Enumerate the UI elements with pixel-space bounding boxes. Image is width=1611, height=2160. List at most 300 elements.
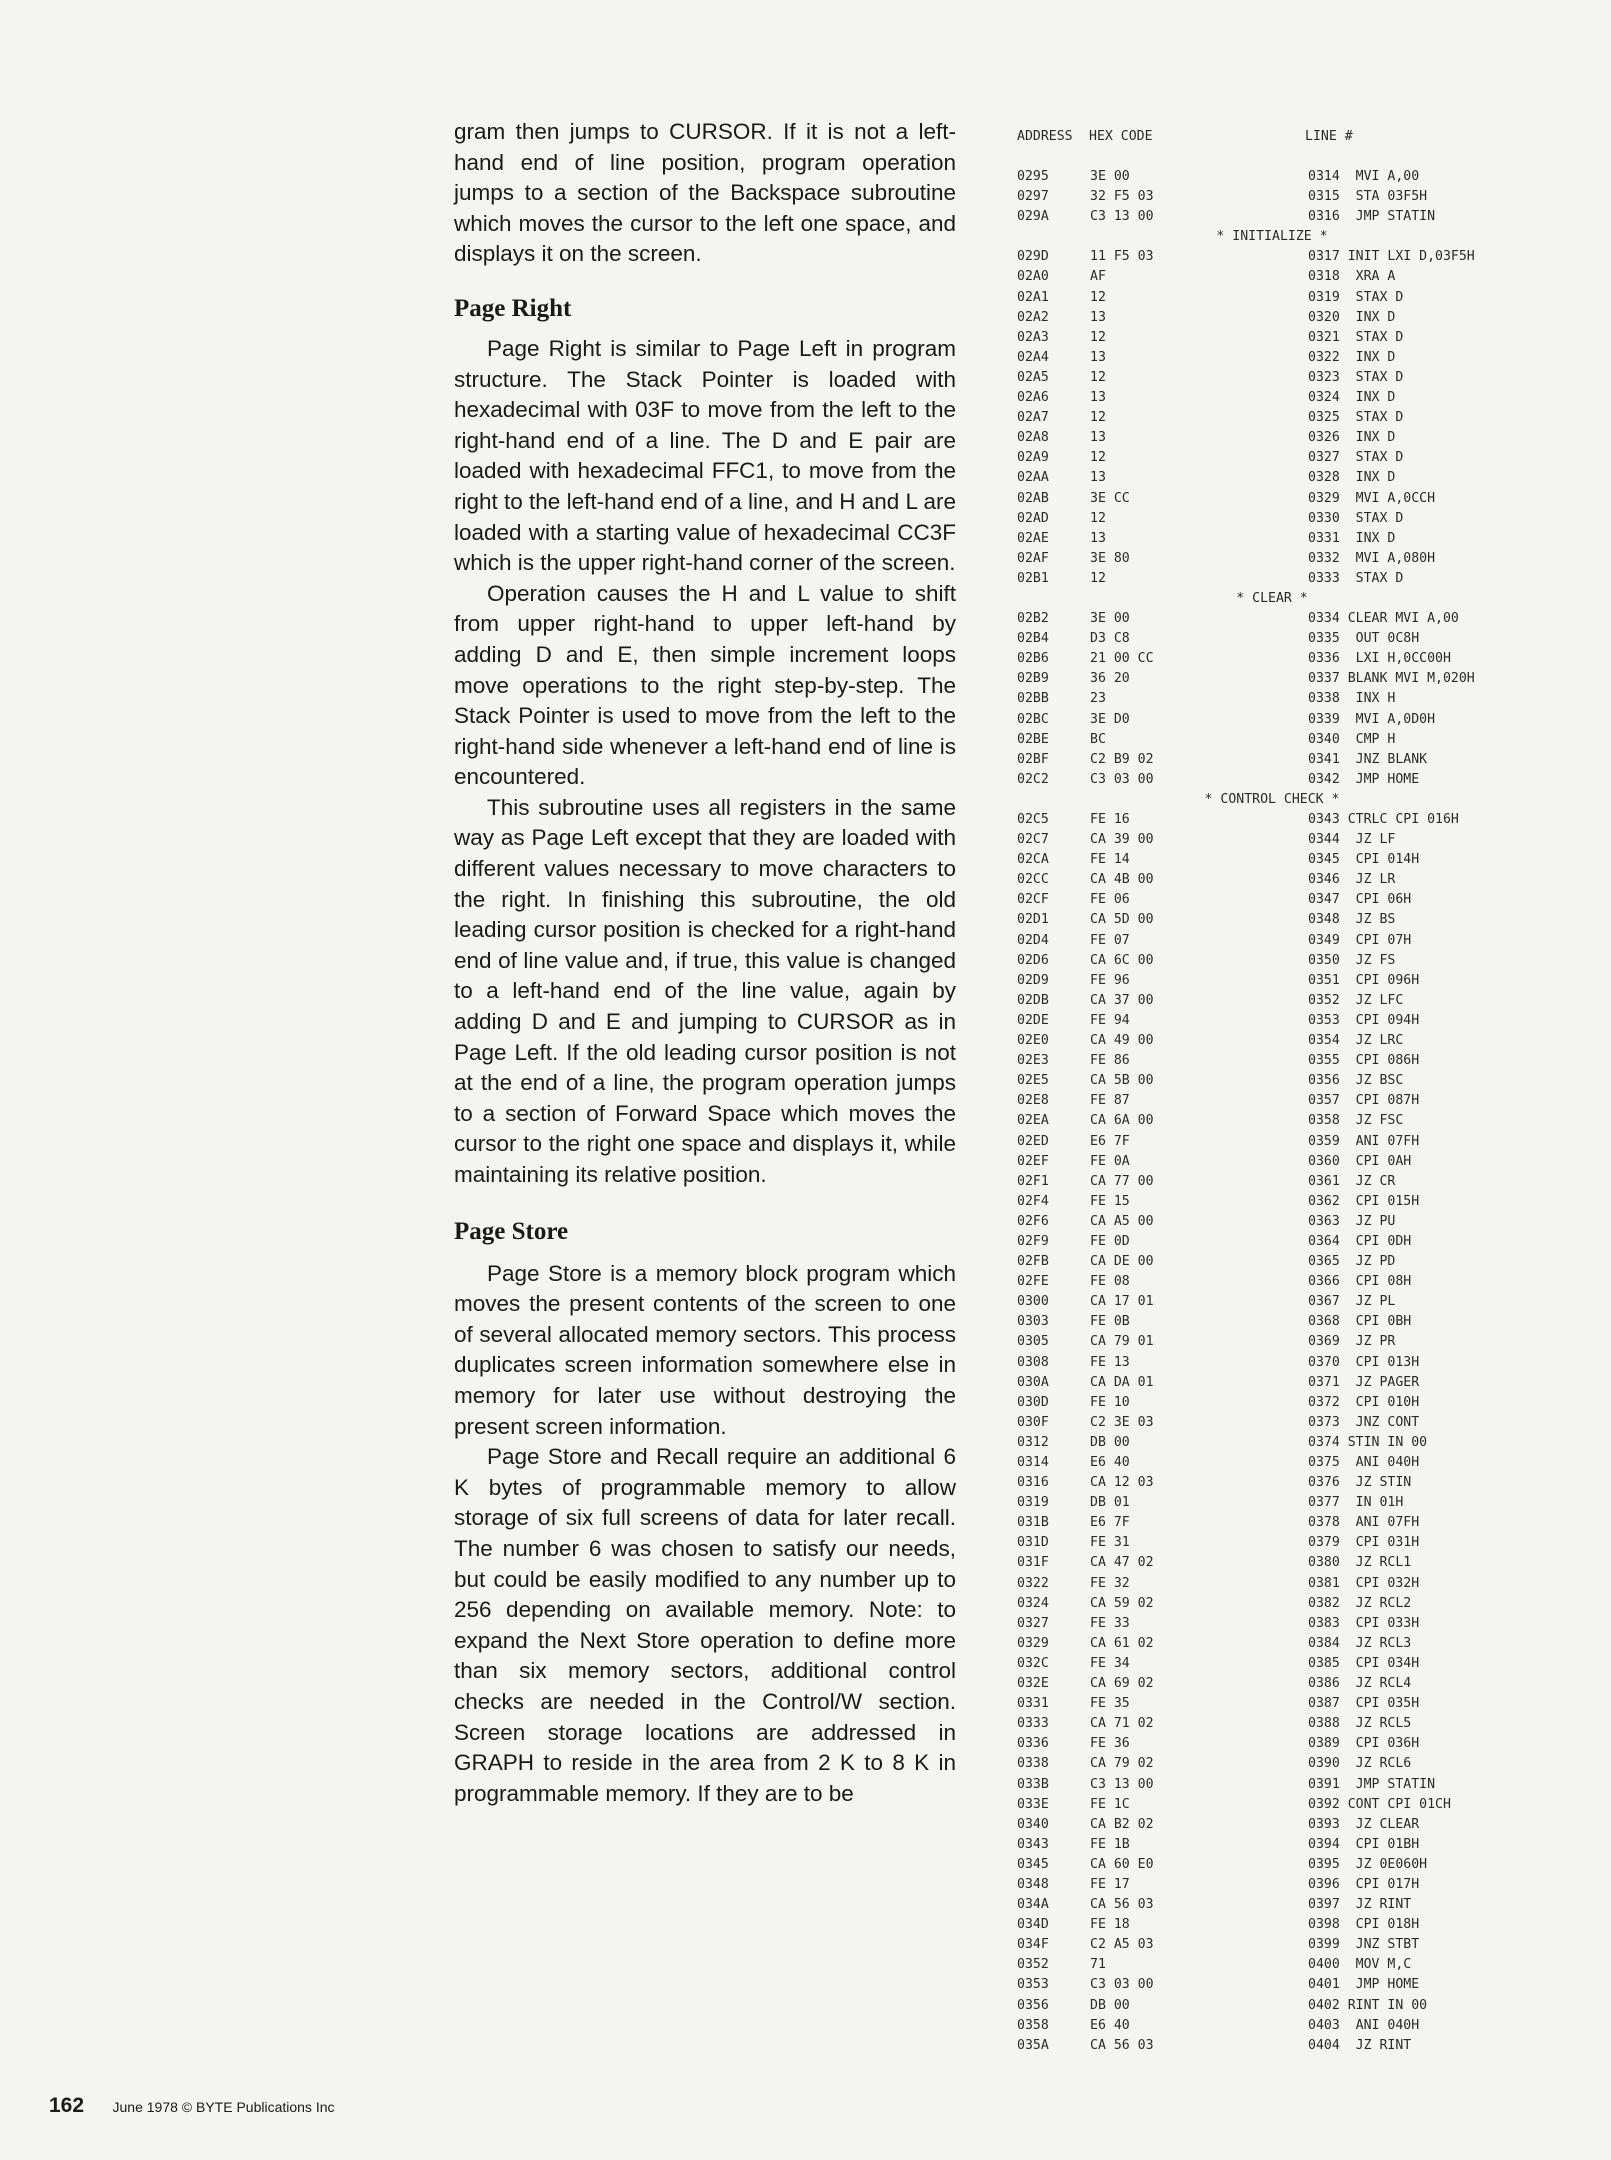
listing-address: 02A3	[1017, 329, 1049, 345]
section-heading-page-store: Page Store	[454, 1217, 569, 1245]
listing-row	[1017, 1935, 1497, 1955]
listing-address: 02AE	[1017, 530, 1049, 546]
listing-hex-code: 11 F5 03	[1090, 249, 1154, 265]
listing-hex-code: CA 69 02	[1090, 1676, 1154, 1692]
page-number: 162	[49, 2094, 85, 2117]
listing-source-line: 0340 CMP H	[1308, 731, 1396, 747]
listing-source-line: 0377 IN 01H	[1308, 1495, 1404, 1511]
listing-row	[1017, 1332, 1497, 1352]
listing-source-line: 0399 JNZ STBT	[1308, 1937, 1420, 1953]
listing-address: 0297	[1017, 189, 1049, 205]
listing-address: 0329	[1017, 1635, 1049, 1651]
listing-source-line: 0358 JZ FSC	[1308, 1113, 1404, 1129]
listing-hex-code: C3 03 00	[1090, 771, 1154, 787]
listing-hex-code: AF	[1090, 269, 1106, 285]
listing-hex-code: 71	[1090, 1957, 1106, 1973]
listing-source-line: 0322 INX D	[1308, 349, 1396, 365]
listing-source-line: 0316 JMP STATIN	[1308, 209, 1436, 225]
listing-row	[1017, 730, 1497, 750]
listing-address: 0343	[1017, 1836, 1049, 1852]
listing-hex-code: 13	[1090, 390, 1106, 406]
listing-address: 0336	[1017, 1736, 1049, 1752]
listing-row	[1017, 288, 1497, 308]
listing-address: 031B	[1017, 1515, 1049, 1531]
listing-hex-code: E6 7F	[1090, 1133, 1130, 1149]
listing-row	[1017, 529, 1497, 549]
listing-row	[1017, 1232, 1497, 1252]
listing-hex-code: BC	[1090, 731, 1106, 747]
listing-address: 0333	[1017, 1716, 1049, 1732]
listing-source-line: 0318 XRA A	[1308, 269, 1396, 285]
listing-source-line: 0326 INX D	[1308, 430, 1396, 446]
listing-address: 02A4	[1017, 349, 1049, 365]
listing-row	[1017, 1895, 1497, 1915]
page-store-paragraph-2: Page Store and Recall require an additional 6 K bytes of programmable memory to allow storage of six full screens of data for later recall. The number 6 was chosen to satisfy our needs, but could be easily modified to any number up to 256 depending on available memory. Note: to expand the Next Store operation to define more than six memory sectors, additional control checks are needed in the Control/W section. Screen storage locations are addressed in GRAPH to reside in the area from 2 K to 8 K in programmable memory. If they are to be	[454, 1444, 956, 1806]
listing-source-line: 0386 JZ RCL4	[1308, 1676, 1412, 1692]
listing-hex-code: 13	[1090, 530, 1106, 546]
listing-address: 0316	[1017, 1475, 1049, 1491]
listing-address: 035A	[1017, 2037, 1049, 2053]
article-text-column	[454, 117, 956, 1809]
listing-source-line: 0359 ANI 07FH	[1308, 1133, 1420, 1149]
listing-source-line: 0339 MVI A,0D0H	[1308, 711, 1436, 727]
listing-hex-code: C3 03 00	[1090, 1977, 1154, 1993]
listing-row	[1017, 1915, 1497, 1935]
listing-address: 02FE	[1017, 1274, 1049, 1290]
listing-source-line: 0349 CPI 07H	[1308, 932, 1412, 948]
listing-hex-code: 12	[1090, 570, 1106, 586]
listing-source-line: 0401 JMP HOME	[1308, 1977, 1420, 1993]
listing-source-line: 0376 JZ STIN	[1308, 1475, 1412, 1491]
listing-source-line: 0355 CPI 086H	[1308, 1053, 1420, 1069]
listing-row	[1017, 1574, 1497, 1594]
listing-hex-code: C3 13 00	[1090, 209, 1154, 225]
listing-address: 032E	[1017, 1676, 1049, 1692]
listing-source-line: 0375 ANI 040H	[1308, 1455, 1420, 1470]
listing-source-line: 0333 STAX D	[1308, 570, 1404, 586]
listing-source-line: 0331 INX D	[1308, 530, 1396, 546]
listing-row	[1017, 931, 1497, 951]
listing-hex-code: 3E CC	[1090, 490, 1130, 506]
listing-source-line: 0325 STAX D	[1308, 410, 1404, 426]
listing-hex-code: 36 20	[1090, 671, 1130, 687]
listing-hex-code: FE 0D	[1090, 1233, 1130, 1249]
listing-source-line: 0348 JZ BS	[1308, 912, 1396, 928]
listing-row	[1017, 1071, 1497, 1091]
listing-hex-code: 13	[1090, 470, 1106, 486]
listing-row	[1017, 951, 1497, 971]
listing-hex-code: E6 40	[1090, 2017, 1130, 2033]
listing-source-line: 0323 STAX D	[1308, 369, 1404, 385]
listing-hex-code: 32 F5 03	[1090, 189, 1154, 205]
listing-source-line: 0392 CONT CPI 01CH	[1308, 1796, 1451, 1812]
listing-source-line: 0363 JZ PU	[1308, 1213, 1396, 1229]
listing-hex-code: FE 87	[1090, 1093, 1130, 1109]
listing-hex-code: 3E D0	[1090, 711, 1130, 727]
page-store-paragraph-1: Page Store is a memory block program which moves the present contents of the screen to one of several allocated memory sectors. This process duplicates screen information somewhere else in memory for later use without destroying the present screen information.	[454, 1260, 956, 1439]
listing-address: 02A6	[1017, 390, 1049, 406]
listing-hex-code: C2 B9 02	[1090, 751, 1154, 767]
listing-hex-code: 13	[1090, 349, 1106, 365]
listing-row	[1017, 810, 1497, 830]
listing-row	[1017, 770, 1497, 790]
listing-row	[1017, 1212, 1497, 1232]
listing-address: 0324	[1017, 1595, 1049, 1611]
listing-address: 030D	[1017, 1394, 1049, 1410]
listing-hex-code: 3E 80	[1090, 550, 1130, 566]
listing-address: 02ED	[1017, 1133, 1049, 1149]
listing-hex-code: 12	[1090, 510, 1106, 526]
listing-address: 02C2	[1017, 771, 1049, 787]
listing-row	[1017, 308, 1497, 328]
listing-address: 02F6	[1017, 1213, 1049, 1229]
listing-address: 0314	[1017, 1455, 1049, 1470]
listing-source-line: 0317 INIT LXI D,03F5H	[1308, 249, 1475, 265]
listing-address: 02D9	[1017, 972, 1049, 988]
listing-row	[1017, 1051, 1497, 1071]
listing-hex-code: C2 A5 03	[1090, 1937, 1154, 1953]
listing-hex-code: CA 6A 00	[1090, 1113, 1154, 1129]
listing-source-line: 0384 JZ RCL3	[1308, 1635, 1412, 1651]
section-heading-page-right: Page Right	[454, 294, 572, 322]
listing-address: 02EA	[1017, 1113, 1049, 1129]
listing-row	[1017, 408, 1497, 428]
listing-address: 02B9	[1017, 671, 1049, 687]
listing-row	[1017, 1714, 1497, 1734]
listing-source-line: 0335 OUT 0C8H	[1308, 631, 1420, 647]
listing-address: 0353	[1017, 1977, 1049, 1993]
listing-row	[1017, 1493, 1497, 1513]
listing-hex-code: FE 86	[1090, 1053, 1130, 1069]
listing-source-line: 0347 CPI 06H	[1308, 892, 1412, 908]
listing-hex-code: FE 1B	[1090, 1836, 1130, 1852]
listing-source-line: 0314 MVI A,00	[1308, 169, 1420, 184]
listing-row	[1017, 1594, 1497, 1614]
listing-row	[1017, 1353, 1497, 1373]
listing-address: 02AD	[1017, 510, 1049, 526]
listing-row	[1017, 1192, 1497, 1212]
listing-row	[1017, 489, 1497, 509]
listing-row	[1017, 1031, 1497, 1051]
listing-address: 02BC	[1017, 711, 1049, 727]
listing-address: 02E5	[1017, 1073, 1049, 1089]
listing-hex-code: CA 4B 00	[1090, 872, 1154, 888]
listing-address: 0348	[1017, 1876, 1049, 1892]
listing-hex-code: FE 08	[1090, 1274, 1130, 1290]
listing-address: 02C5	[1017, 812, 1049, 827]
listing-address: 0331	[1017, 1696, 1049, 1712]
listing-source-line: 0350 JZ FS	[1308, 952, 1396, 968]
listing-hex-code: FE 1C	[1090, 1796, 1130, 1812]
listing-source-line: 0370 CPI 013H	[1308, 1354, 1420, 1370]
listing-row	[1017, 830, 1497, 850]
listing-source-line: 0372 CPI 010H	[1308, 1394, 1420, 1410]
listing-hex-code: CA 37 00	[1090, 992, 1154, 1008]
listing-address: 02B1	[1017, 570, 1049, 586]
listing-address: 02E8	[1017, 1093, 1049, 1109]
listing-source-line: 0356 JZ BSC	[1308, 1073, 1404, 1089]
listing-source-line: 0364 CPI 0DH	[1308, 1233, 1412, 1249]
listing-row	[1017, 509, 1497, 529]
listing-address: 0352	[1017, 1957, 1049, 1973]
listing-row	[1017, 890, 1497, 910]
listing-hex-code: DB 01	[1090, 1495, 1130, 1511]
listing-row	[1017, 689, 1497, 709]
listing-row	[1017, 2036, 1497, 2056]
column-header-address: ADDRESS	[1017, 129, 1073, 144]
listing-row	[1017, 1553, 1497, 1573]
listing-hex-code: CA 49 00	[1090, 1033, 1154, 1049]
listing-hex-code: FE 32	[1090, 1575, 1130, 1591]
listing-source-line: 0336 LXI H,0CC00H	[1308, 651, 1451, 667]
listing-address: 02F4	[1017, 1193, 1049, 1209]
listing-hex-code: D3 C8	[1090, 631, 1130, 647]
listing-address: 0295	[1017, 169, 1049, 184]
listing-address: 02F9	[1017, 1233, 1049, 1249]
listing-row	[1017, 1754, 1497, 1774]
listing-source-line: 0381 CPI 032H	[1308, 1575, 1420, 1591]
listing-source-line: 0402 RINT IN 00	[1308, 1997, 1428, 2013]
listing-row	[1017, 710, 1497, 730]
listing-row	[1017, 1011, 1497, 1031]
listing-hex-code: FE 36	[1090, 1736, 1130, 1752]
listing-address: 0312	[1017, 1434, 1049, 1450]
listing-hex-code: 3E 00	[1090, 169, 1130, 184]
listing-address: 02A8	[1017, 430, 1049, 446]
listing-source-line: 0366 CPI 08H	[1308, 1274, 1412, 1290]
listing-row	[1017, 368, 1497, 388]
listing-address: 02A9	[1017, 450, 1049, 466]
listing-address: 02BE	[1017, 731, 1049, 747]
listing-address: 0319	[1017, 1495, 1049, 1511]
listing-source-line: 0371 JZ PAGER	[1308, 1374, 1420, 1390]
listing-hex-code: 23	[1090, 691, 1106, 707]
listing-hex-code: CA A5 00	[1090, 1213, 1154, 1229]
listing-row	[1017, 1252, 1497, 1272]
listing-source-line: 0380 JZ RCL1	[1308, 1555, 1412, 1571]
listing-hex-code: FE 0B	[1090, 1314, 1130, 1330]
listing-row	[1017, 167, 1497, 187]
listing-source-line: 0315 STA 03F5H	[1308, 189, 1428, 205]
listing-hex-code: 12	[1090, 410, 1106, 426]
listing-address: 031D	[1017, 1535, 1049, 1551]
listing-hex-code: 12	[1090, 369, 1106, 385]
listing-source-line: 0330 STAX D	[1308, 510, 1404, 526]
listing-row	[1017, 1292, 1497, 1312]
listing-source-line: 0403 ANI 040H	[1308, 2017, 1420, 2033]
listing-row	[1017, 207, 1497, 227]
listing-source-line: 0337 BLANK MVI M,020H	[1308, 671, 1475, 687]
page-footer	[49, 2094, 335, 2118]
listing-row	[1017, 1172, 1497, 1192]
listing-address: 0345	[1017, 1856, 1049, 1872]
listing-row	[1017, 1654, 1497, 1674]
listing-address: 0356	[1017, 1997, 1049, 2013]
listing-hex-code: FE 18	[1090, 1917, 1130, 1933]
listing-hex-code: CA 61 02	[1090, 1635, 1154, 1651]
listing-row	[1017, 1533, 1497, 1553]
listing-row	[1017, 1393, 1497, 1413]
listing-address: 030A	[1017, 1374, 1049, 1390]
listing-source-line: 0394 CPI 01BH	[1308, 1836, 1420, 1852]
listing-row	[1017, 1111, 1497, 1131]
listing-hex-code: CA 77 00	[1090, 1173, 1154, 1189]
assembly-listing	[1017, 127, 1497, 2056]
listing-address: 02CF	[1017, 892, 1049, 908]
listing-hex-code: FE 33	[1090, 1615, 1130, 1631]
listing-row	[1017, 1996, 1497, 2016]
listing-source-line: 0352 JZ LFC	[1308, 992, 1404, 1008]
listing-address: 02A2	[1017, 309, 1049, 325]
listing-source-line: 0389 CPI 036H	[1308, 1736, 1420, 1752]
copyright-credit: June 1978 © BYTE Publications Inc	[112, 2099, 335, 2115]
listing-row	[1017, 649, 1497, 669]
listing-row	[1017, 448, 1497, 468]
listing-row	[1017, 1795, 1497, 1815]
listing-row	[1017, 991, 1497, 1011]
listing-source-line: 0342 JMP HOME	[1308, 771, 1420, 787]
listing-address: 02D1	[1017, 912, 1049, 928]
listing-source-line: 0338 INX H	[1308, 691, 1396, 707]
listing-section-label: * INITIALIZE *	[1216, 229, 1328, 245]
listing-address: 033B	[1017, 1776, 1049, 1792]
listing-address: 031F	[1017, 1555, 1049, 1571]
listing-source-line: 0369 JZ PR	[1308, 1334, 1396, 1350]
listing-address: 034A	[1017, 1897, 1049, 1913]
listing-source-line: 0343 CTRLC CPI 016H	[1308, 812, 1459, 827]
listing-address: 0327	[1017, 1615, 1049, 1631]
listing-hex-code: FE 94	[1090, 1012, 1130, 1028]
listing-source-line: 0320 INX D	[1308, 309, 1396, 325]
listing-source-line: 0385 CPI 034H	[1308, 1655, 1420, 1671]
listing-row	[1017, 1694, 1497, 1714]
listing-source-line: 0395 JZ 0E060H	[1308, 1856, 1428, 1872]
listing-row	[1017, 1674, 1497, 1694]
listing-row	[1017, 1955, 1497, 1975]
listing-hex-code: FE 17	[1090, 1876, 1130, 1892]
listing-row	[1017, 1835, 1497, 1855]
listing-source-line: 0354 JZ LRC	[1308, 1033, 1404, 1049]
listing-hex-code: FE 0A	[1090, 1153, 1130, 1169]
listing-hex-code: CA 79 02	[1090, 1756, 1154, 1772]
listing-address: 02A5	[1017, 369, 1049, 385]
listing-hex-code: DB 00	[1090, 1997, 1130, 2013]
listing-row	[1017, 1272, 1497, 1292]
listing-address: 02AB	[1017, 490, 1049, 506]
listing-row	[1017, 1091, 1497, 1111]
listing-source-line: 0328 INX D	[1308, 470, 1396, 486]
listing-row	[1017, 870, 1497, 890]
listing-source-line: 0378 ANI 07FH	[1308, 1515, 1420, 1531]
listing-source-line: 0374 STIN IN 00	[1308, 1434, 1428, 1450]
page-right-paragraph-1: Page Right is similar to Page Left in program structure. The Stack Pointer is loaded with hexadecimal with 03F to move from the left to the right-hand end of a line. The D and E pair are loaded with hexadecimal FFC1, to move from the right to the left-hand end of a line, and H and L are loaded with a starting value of hexadecimal CC3F which is the upper right-hand corner of the screen.	[454, 335, 957, 576]
listing-address: 033E	[1017, 1796, 1049, 1812]
listing-hex-code: CA B2 02	[1090, 1816, 1154, 1832]
listing-row	[1017, 1413, 1497, 1433]
listing-source-line: 0379 CPI 031H	[1308, 1535, 1420, 1551]
listing-source-line: 0360 CPI 0AH	[1308, 1153, 1412, 1169]
listing-row	[1017, 1975, 1497, 1995]
listing-hex-code: CA 5B 00	[1090, 1073, 1154, 1089]
listing-hex-code: CA 5D 00	[1090, 912, 1154, 928]
listing-source-line: 0341 JNZ BLANK	[1308, 751, 1428, 767]
listing-source-line: 0361 JZ CR	[1308, 1173, 1396, 1189]
column-header-hex-code: HEX CODE	[1089, 129, 1153, 144]
listing-hex-code: CA 6C 00	[1090, 952, 1154, 968]
listing-hex-code: CA 79 01	[1090, 1334, 1154, 1350]
listing-address: 02AF	[1017, 550, 1049, 566]
listing-address: 0340	[1017, 1816, 1049, 1832]
listing-source-line: 0396 CPI 017H	[1308, 1876, 1420, 1892]
listing-hex-code: CA 59 02	[1090, 1595, 1154, 1611]
listing-address: 02B6	[1017, 651, 1049, 667]
listing-source-line: 0344 JZ LF	[1308, 832, 1396, 848]
listing-address: 034F	[1017, 1937, 1049, 1953]
listing-row	[1017, 1614, 1497, 1634]
listing-source-line: 0367 JZ PL	[1308, 1294, 1396, 1310]
listing-address: 029D	[1017, 249, 1049, 265]
listing-row	[1017, 428, 1497, 448]
listing-hex-code: CA 12 03	[1090, 1475, 1154, 1491]
listing-address: 0305	[1017, 1334, 1049, 1350]
listing-address: 032C	[1017, 1655, 1049, 1671]
listing-address: 02F1	[1017, 1173, 1049, 1189]
listing-hex-code: CA 56 03	[1090, 1897, 1154, 1913]
listing-row	[1017, 1513, 1497, 1533]
listing-hex-code: FE 10	[1090, 1394, 1130, 1410]
listing-hex-code: FE 06	[1090, 892, 1130, 908]
listing-hex-code: E6 40	[1090, 1455, 1130, 1470]
listing-address: 0358	[1017, 2017, 1049, 2033]
listing-source-line: 0404 JZ RINT	[1308, 2037, 1412, 2053]
page-right-paragraph-3: This subroutine uses all registers in the same way as Page Left except that they are loaded with different values necessary to move characters to the right. In finishing this subroutine, the old leading cursor position is checked for a right-hand end of line value and, if true, this value is changed to a left-hand end of the line value, again by adding D and E and jumping to CURSOR as in Page Left. If the old leading cursor position is not at the end of a line, the program operation jumps to a section of Forward Space which moves the cursor to the right one space and displays it, while maintaining its relative position.	[454, 794, 956, 1187]
listing-row	[1017, 850, 1497, 870]
listing-address: 02B4	[1017, 631, 1049, 647]
listing-hex-code: FE 16	[1090, 812, 1130, 827]
listing-row	[1017, 750, 1497, 770]
listing-hex-code: CA DA 01	[1090, 1374, 1154, 1390]
listing-body	[1017, 167, 1497, 2056]
listing-hex-code: E6 7F	[1090, 1515, 1130, 1531]
listing-source-line: 0383 CPI 033H	[1308, 1615, 1420, 1631]
listing-row	[1017, 1734, 1497, 1754]
listing-row	[1017, 348, 1497, 368]
listing-address: 030F	[1017, 1414, 1049, 1430]
listing-source-line: 0391 JMP STATIN	[1308, 1776, 1436, 1792]
listing-row	[1017, 569, 1497, 589]
listing-source-line: 0319 STAX D	[1308, 289, 1404, 305]
listing-source-line: 0353 CPI 094H	[1308, 1012, 1420, 1028]
listing-row	[1017, 609, 1497, 629]
listing-source-line: 0390 JZ RCL6	[1308, 1756, 1412, 1772]
listing-hex-code: 12	[1090, 329, 1106, 345]
listing-source-line: 0321 STAX D	[1308, 329, 1404, 345]
listing-hex-code: CA 47 02	[1090, 1555, 1154, 1571]
listing-row	[1017, 187, 1497, 207]
listing-row	[1017, 1634, 1497, 1654]
listing-source-line: 0373 JNZ CONT	[1308, 1414, 1420, 1430]
listing-hex-code: FE 15	[1090, 1193, 1130, 1209]
listing-row	[1017, 328, 1497, 348]
listing-row	[1017, 247, 1497, 267]
listing-source-line: 0365 JZ PD	[1308, 1254, 1396, 1270]
column-header-line-number: LINE #	[1305, 129, 1353, 144]
listing-hex-code: CA 60 E0	[1090, 1856, 1154, 1872]
listing-hex-code: C3 13 00	[1090, 1776, 1154, 1792]
listing-source-line: 0332 MVI A,080H	[1308, 550, 1436, 566]
listing-row	[1017, 549, 1497, 569]
listing-hex-code: 12	[1090, 450, 1106, 466]
